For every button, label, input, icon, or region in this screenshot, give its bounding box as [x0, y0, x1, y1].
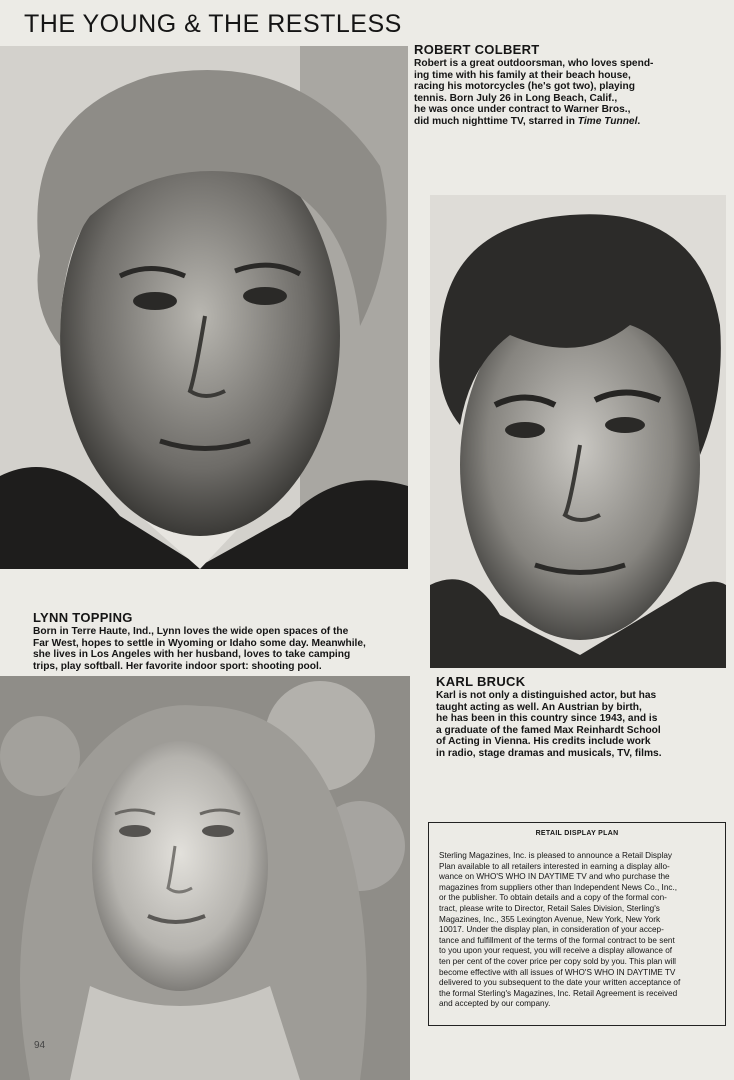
- profile-name: KARL BRUCK: [436, 674, 526, 689]
- retail-plan-text: Sterling Magazines, Inc. is pleased to announce a Retail Display Plan available to all retailers interested in earning a display allo- wance on WHO'S WHO IN DAYTIME TV and who purchase the magazines from suppliers other than Independent News Co., Inc., or the publisher. To obtain details and a copy of the formal con- tract, please write to Director, Retail Sales Division, Sterling's Magazines, Inc., 355 Lexington Avenue, New York, New York 10017. Under the display plan, in consideration of your accep- tance and fulfillment of the terms of the formal contract to be sent to you upon your request, you will receive a display allowance of ten per cent of the cover price per copy sold by you. This plan will become effective with all issues of WHO'S WHO IN DAYTIME TV delivered to you subsequent to the date your written acceptance of the formal Sterling's Magazines, Inc. Retail Agreement is received and accepted by our company.: [439, 851, 681, 1009]
- retail-plan-title: RETAIL DISPLAY PLAN: [535, 830, 619, 837]
- profile-bio: Robert is a great outdoorsman, who loves spend- ing time with his family at their beach house, racing his motorcycles (he's got two), playing tennis. Born July 26 in Long Beach, Calif., he was once under contract to Warner Bros., did much nighttime TV, starred in Time Tunnel.: [414, 58, 654, 127]
- profile-name: LYNN TOPPING: [33, 610, 133, 625]
- profile-bio: Karl is not only a distinguished actor, but has taught acting as well. An Austrian by birth, he has been in this country since 1943, and is a graduate of the famed Max Reinhardt School of Acting in Vienna. His credits include work in radio, stage dramas and musicals, TV, films.: [436, 690, 662, 759]
- profile-bio: Born in Terre Haute, Ind., Lynn loves the wide open spaces of the Far West, hopes to settle in Wyoming or Idaho some day. Meanwhile, she lives in Los Angeles with her husband, loves to take camping trips, play softball. Her favorite indoor sport: shooting pool.: [33, 626, 366, 672]
- page-title: THE YOUNG & THE RESTLESS: [24, 10, 402, 38]
- profile-name: ROBERT COLBERT: [414, 42, 540, 57]
- page-number: 94: [34, 1040, 46, 1051]
- photo-lynn-topping: [0, 676, 410, 1080]
- photo-karl-bruck: [430, 195, 726, 668]
- retail-display-plan: [428, 822, 726, 1026]
- photo-robert-colbert: [0, 46, 408, 569]
